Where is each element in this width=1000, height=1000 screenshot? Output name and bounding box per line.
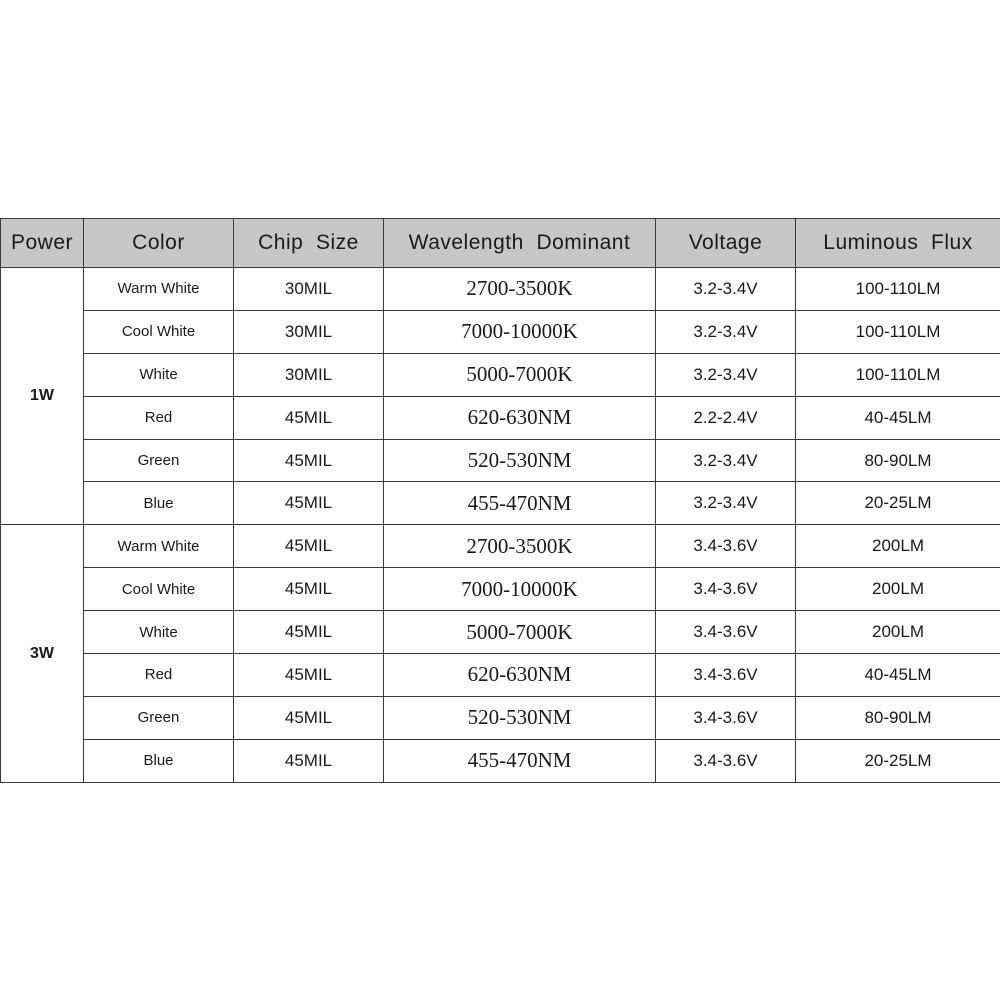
chip-size-cell: 45MIL [234, 568, 384, 611]
voltage-cell: 3.2-3.4V [656, 439, 796, 482]
wavelength-cell: 620-630NM [384, 654, 656, 697]
chip-size-cell: 45MIL [234, 396, 384, 439]
wavelength-cell: 5000-7000K [384, 611, 656, 654]
wavelength-cell: 455-470NM [384, 739, 656, 782]
wavelength-cell: 5000-7000K [384, 353, 656, 396]
voltage-cell: 3.2-3.4V [656, 268, 796, 311]
voltage-cell: 3.4-3.6V [656, 739, 796, 782]
color-cell: Warm White [84, 268, 234, 311]
chip-size-cell: 30MIL [234, 268, 384, 311]
color-cell: Green [84, 439, 234, 482]
header-power: Power [1, 219, 84, 268]
voltage-cell: 3.4-3.6V [656, 696, 796, 739]
table-row [1, 439, 1000, 482]
wavelength-cell: 455-470NM [384, 482, 656, 525]
color-cell: Green [84, 696, 234, 739]
table-row [1, 611, 1000, 654]
wavelength-cell: 7000-10000K [384, 568, 656, 611]
color-cell: Blue [84, 739, 234, 782]
wavelength-cell: 7000-10000K [384, 310, 656, 353]
table-row [1, 696, 1000, 739]
color-cell: Red [84, 396, 234, 439]
color-cell: Cool White [84, 568, 234, 611]
luminous-flux-cell: 100-110LM [796, 353, 1000, 396]
table-row [1, 310, 1000, 353]
luminous-flux-cell: 40-45LM [796, 654, 1000, 697]
chip-size-cell: 30MIL [234, 353, 384, 396]
voltage-cell: 3.4-3.6V [656, 525, 796, 568]
table-row [1, 396, 1000, 439]
color-cell: Cool White [84, 310, 234, 353]
luminous-flux-cell: 100-110LM [796, 268, 1000, 311]
luminous-flux-cell: 200LM [796, 611, 1000, 654]
header-voltage: Voltage [656, 219, 796, 268]
table-row [1, 739, 1000, 782]
table-row [1, 525, 1000, 568]
chip-size-cell: 45MIL [234, 482, 384, 525]
luminous-flux-cell: 200LM [796, 525, 1000, 568]
table-row [1, 353, 1000, 396]
voltage-cell: 3.4-3.6V [656, 654, 796, 697]
voltage-cell: 3.4-3.6V [656, 611, 796, 654]
color-cell: Blue [84, 482, 234, 525]
voltage-cell: 2.2-2.4V [656, 396, 796, 439]
header-row [1, 219, 1000, 268]
led-spec-table-container [0, 218, 1000, 782]
wavelength-cell: 520-530NM [384, 696, 656, 739]
table-row [1, 482, 1000, 525]
voltage-cell: 3.2-3.4V [656, 353, 796, 396]
table-body [1, 268, 1000, 783]
luminous-flux-cell: 20-25LM [796, 739, 1000, 782]
color-cell: Red [84, 654, 234, 697]
luminous-flux-cell: 80-90LM [796, 696, 1000, 739]
wavelength-cell: 2700-3500K [384, 525, 656, 568]
luminous-flux-cell: 20-25LM [796, 482, 1000, 525]
luminous-flux-cell: 200LM [796, 568, 1000, 611]
wavelength-cell: 620-630NM [384, 396, 656, 439]
color-cell: White [84, 353, 234, 396]
wavelength-cell: 520-530NM [384, 439, 656, 482]
voltage-cell: 3.2-3.4V [656, 310, 796, 353]
voltage-cell: 3.2-3.4V [656, 482, 796, 525]
wavelength-cell: 2700-3500K [384, 268, 656, 311]
table-header [1, 219, 1000, 268]
chip-size-cell: 45MIL [234, 525, 384, 568]
color-cell: Warm White [84, 525, 234, 568]
color-cell: White [84, 611, 234, 654]
chip-size-cell: 30MIL [234, 310, 384, 353]
header-color: Color [84, 219, 234, 268]
table-row [1, 654, 1000, 697]
chip-size-cell: 45MIL [234, 696, 384, 739]
chip-size-cell: 45MIL [234, 739, 384, 782]
chip-size-cell: 45MIL [234, 611, 384, 654]
power-cell-1w: 1W [1, 268, 84, 525]
header-chip-size: Chip Size [234, 219, 384, 268]
header-wavelength: Wavelength Dominant [384, 219, 656, 268]
luminous-flux-cell: 40-45LM [796, 396, 1000, 439]
power-cell-3w: 3W [1, 525, 84, 782]
led-spec-table [0, 218, 1000, 783]
luminous-flux-cell: 80-90LM [796, 439, 1000, 482]
voltage-cell: 3.4-3.6V [656, 568, 796, 611]
chip-size-cell: 45MIL [234, 439, 384, 482]
table-row [1, 268, 1000, 311]
luminous-flux-cell: 100-110LM [796, 310, 1000, 353]
header-luminous-flux: Luminous Flux [796, 219, 1000, 268]
table-row [1, 568, 1000, 611]
chip-size-cell: 45MIL [234, 654, 384, 697]
